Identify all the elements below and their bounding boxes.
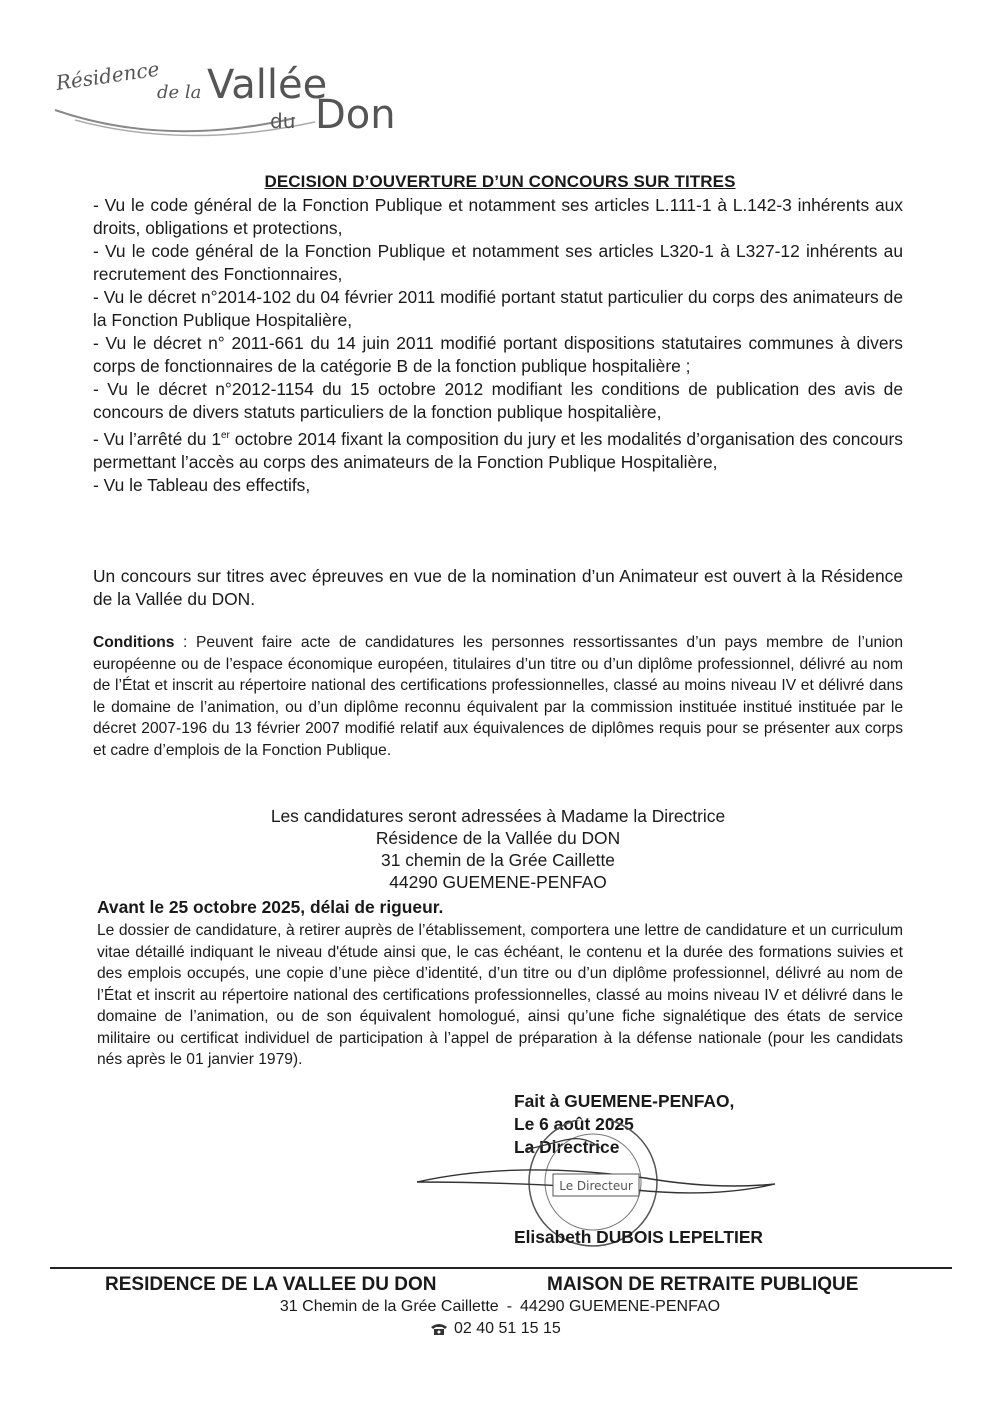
address-line: 31 chemin de la Grée Caillette (381, 850, 615, 870)
footer-address (0, 1298, 1000, 1316)
footer-address-separator: - (506, 1298, 513, 1315)
arrete-before: - Vu l’arrêté du 1 (93, 428, 221, 449)
conditions-paragraph (93, 632, 903, 761)
residence-logo (45, 38, 415, 138)
address-line: 44290 GUEMENE-PENFAO (389, 872, 607, 892)
logo-text-vallee: Vallée (207, 62, 328, 108)
application-address (93, 805, 903, 893)
signature-place: Fait à GUEMENE-PENFAO, (514, 1091, 735, 1111)
logo-text-dela: de la (157, 82, 202, 103)
reference-item: - Vu le code général de la Fonction Publique et notamment ses articles L.111-1 à L.142-3 inhérents aux droits, obligations et protections, (93, 195, 903, 238)
conditions-label: Conditions (93, 634, 175, 651)
reference-item: - Vu le décret n° 2011-661 du 14 juin 2011 modifié portant dispositions statutaires communes à divers corps de fonctionnaires de la catégorie B de la fonction publique hospitalière ; (93, 333, 903, 376)
dossier-paragraph: Le dossier de candidature, à retirer auprès de l’établissement, comportera une lettre de candidature et un curriculum vitae détaillé indiquant le niveau d'étude ainsi que, le cas échéant, le contenu et la durée des formations suivies et des emplois occupés, une copie d’une pièce d’identité, d’un titre ou d’un diplôme professionnel, délivré au nom de l’État et inscrit au répertoire national des certifications professionnelles, classé au moins niveau IV et délivré dans le domaine de l’animation, ou de son équivalent homologué, ainsi qu’une fiche signalétique des états de service militaire ou certificat individuel de participation à l’appel de préparation à la défense nationale (pour les candidats nés après le 01 janvier 1979). (97, 922, 903, 1068)
conditions-text: : Peuvent faire acte de candidatures les personnes ressortissantes d’un pays membre de l’union européenne ou de l’espace économique européen, titulaires d’un titre ou d’un diplôme professionnel, délivré au nom de l’État et inscrit au répertoire national des certifications professionnelles, classé au moins niveau IV et délivré dans le domaine de l’animation, ou d’un diplôme reconnu équivalent par la commission instituée institué instituée par le décret 2007-196 du 13 février 2007 modifié relatif aux équivalences de diplômes requis pour se présenter aux corps et cadre d’emplois de la Fonction Publique. (93, 634, 903, 759)
footer-phone (430, 1320, 561, 1338)
logo-text-residence: Résidence (54, 56, 161, 95)
signer-name: Elisabeth DUBOIS LEPELTIER (514, 1227, 763, 1247)
reference-item: - Vu le décret n°2014-102 du 04 février 2011 modifié portant statut particulier du corps des animateurs de la Fonction Publique Hospitalière, (93, 287, 903, 330)
logo-text-don: Don (315, 92, 396, 138)
document-title: DECISION D’OUVERTURE D’UN CONCOURS SUR TITRES (264, 172, 736, 191)
footer-org-type: MAISON DE RETRAITE PUBLIQUE (547, 1274, 859, 1295)
address-line: Résidence de la Vallée du DON (375, 828, 621, 848)
footer-street: 31 Chemin de la Grée Caillette (279, 1298, 499, 1315)
footer-divider (50, 1267, 952, 1269)
reference-item-arrete (93, 424, 903, 474)
legal-references (93, 194, 903, 497)
deadline: Avant le 25 octobre 2025, délai de rigueur. (97, 897, 444, 917)
footer-org-name: RESIDENCE DE LA VALLEE DU DON (105, 1274, 437, 1295)
footer-city: 44290 GUEMENE-PENFAO (520, 1298, 721, 1315)
signature-date: Le 6 août 2025 (514, 1114, 634, 1134)
opening-paragraph: Un concours sur titres avec épreuves en vue de la nomination d’un Animateur est ouvert à la Résidence de la Vallée du DON. (93, 566, 903, 609)
arrete-after: octobre 2014 fixant la composition du jury et les modalités d’organisation des concours permettant l’accès au corps des animateurs de la Fonction Publique Hospitalière, (93, 428, 903, 472)
address-line: Les candidatures seront adressées à Madame la Directrice (270, 806, 726, 826)
arrete-sup: er (221, 430, 230, 441)
reference-item: - Vu le Tableau des effectifs, (93, 474, 311, 495)
phone-icon (430, 1322, 448, 1336)
logo-text-du: du (270, 109, 296, 133)
reference-item: - Vu le code général de la Fonction Publique et notamment ses articles L320-1 à L327-12 inhérents au recrutement des Fonctionnaires, (93, 241, 903, 284)
signature-role: La Directrice (514, 1137, 620, 1157)
reference-item: - Vu le décret n°2012-1154 du 15 octobre 2012 modifiant les conditions de publication des avis de concours de divers statuts particuliers de la fonction publique hospitalière, (93, 379, 903, 422)
stamp-text: Le Directeur (559, 1179, 633, 1193)
footer-phone-number: 02 40 51 15 15 (454, 1320, 561, 1337)
